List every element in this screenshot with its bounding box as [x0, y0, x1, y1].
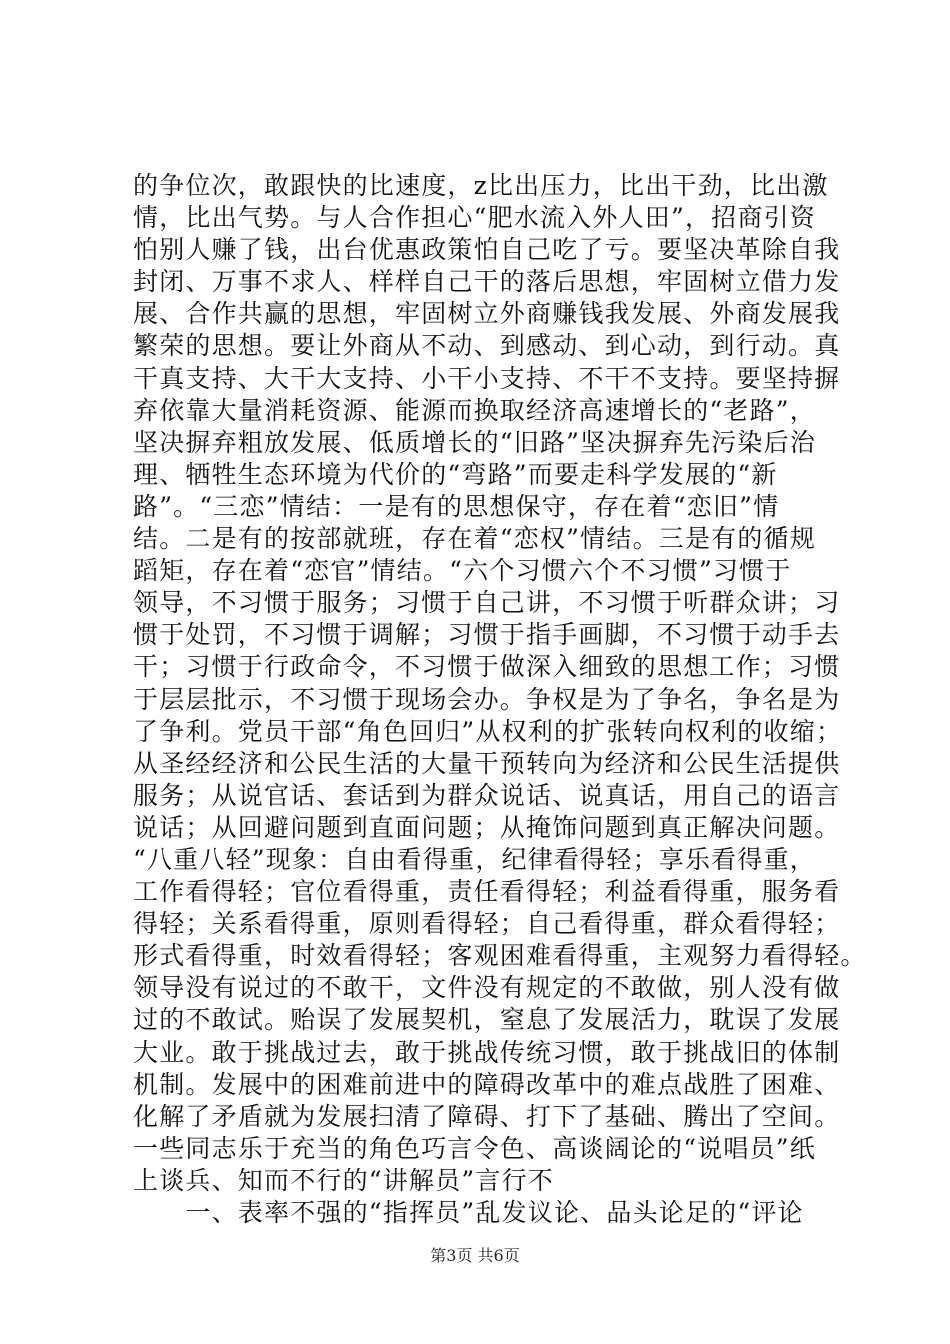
text-line: 情，比出气势。与人合作担心“肥水流入外人田”，招商引资: [133, 203, 816, 233]
text-line: 领导，不习惯于服务；习惯于自己讲，不习惯于听群众讲；习: [133, 588, 841, 618]
text-line: 化解了矛盾就为发展扫清了障碍、打下了基础、腾出了空间。: [133, 1101, 841, 1131]
text-line: 路”。“三恋”情结：一是有的思想保守，存在着“恋旧”情: [133, 491, 780, 521]
text-line: 上谈兵、知而不行的“讲解员”言行不: [133, 1165, 554, 1195]
text-line: 一些同志乐于充当的角色巧言令色、高谈阔论的“说唱员”纸: [133, 1133, 816, 1163]
text-line: 怕别人赚了钱，出台优惠政策怕自己吃了亏。要坚决革除自我: [133, 235, 841, 265]
text-line: 说话；从回避问题到直面问题；从掩饰问题到真正解决问题。: [133, 812, 841, 842]
text-line: 弃依靠大量消耗资源、能源而换取经济高速增长的“老路”，: [133, 395, 816, 425]
text-line: 得轻；关系看得重，原则看得轻；自己看得重，群众看得轻；: [133, 909, 841, 939]
text-line: 过的不敢试。贻误了发展契机，窒息了发展活力，耽误了发展: [133, 1005, 841, 1035]
text-line: 繁荣的思想。要让外商从不动、到感动、到心动，到行动。真: [133, 331, 841, 361]
text-line: 于层层批示，不习惯于现场会办。争权是为了争名，争名是为: [133, 684, 841, 714]
text-line: 干；习惯于行政命令，不习惯于做深入细致的思想工作；习惯: [133, 652, 841, 682]
text-line: 理、牺牲生态环境为代价的“弯路”而要走科学发展的“新: [133, 459, 778, 489]
text-line: 大业。敢于挑战过去，敢于挑战传统习惯，敢于挑战旧的体制: [133, 1037, 841, 1067]
text-line: 展、合作共赢的思想，牢固树立外商赚钱我发展、外商发展我: [133, 299, 841, 329]
text-line: 结。二是有的按部就班，存在着“恋权”情结。三是有的循规: [133, 524, 816, 554]
body-text: [133, 170, 867, 1229]
text-line: 蹈矩，存在着“恋官”情结。“六个习惯六个不习惯”习惯于: [133, 556, 792, 586]
page-number-footer: 第3页 共6页: [430, 1246, 520, 1265]
text-line: 机制。发展中的困难前进中的障碍改革中的难点战胜了困难、: [133, 1069, 841, 1099]
text-line: 坚决摒弃粗放发展、低质增长的“旧路”坚决摒弃先污染后治: [133, 427, 816, 457]
text-line: 一、表率不强的“指挥员”乱发议论、品头论足的“评论: [133, 1198, 804, 1227]
text-line: 形式看得重，时效看得轻；客观困难看得重，主观努力看得轻。: [133, 941, 867, 971]
text-line: 从圣经经济和公民生活的大量干预转向为经济和公民生活提供: [133, 748, 841, 778]
text-line: “八重八轻”现象：自由看得重，纪律看得轻；享乐看得重，: [133, 844, 816, 874]
text-line: 封闭、万事不求人、样样自己干的落后思想，牢固树立借力发: [133, 267, 841, 297]
text-line: 惯于处罚，不习惯于调解；习惯于指手画脚，不习惯于动手去: [133, 620, 841, 650]
text-line: 干真支持、大干大支持、小干小支持、不干不支持。要坚持摒: [133, 363, 841, 393]
text-line: 领导没有说过的不敢干，文件没有规定的不敢做，别人没有做: [133, 973, 841, 1003]
text-line: 了争利。党员干部“角色回归”从权利的扩张转向权利的收缩；: [133, 716, 843, 746]
text-line: 的争位次，敢跟快的比速度，z比出压力，比出干劲，比出激: [133, 171, 829, 200]
text-line: 工作看得轻；官位看得重，责任看得轻；利益看得重，服务看: [133, 877, 841, 907]
text-line: 服务；从说官话、套话到为群众说话、说真话，用自己的语言: [133, 780, 841, 810]
